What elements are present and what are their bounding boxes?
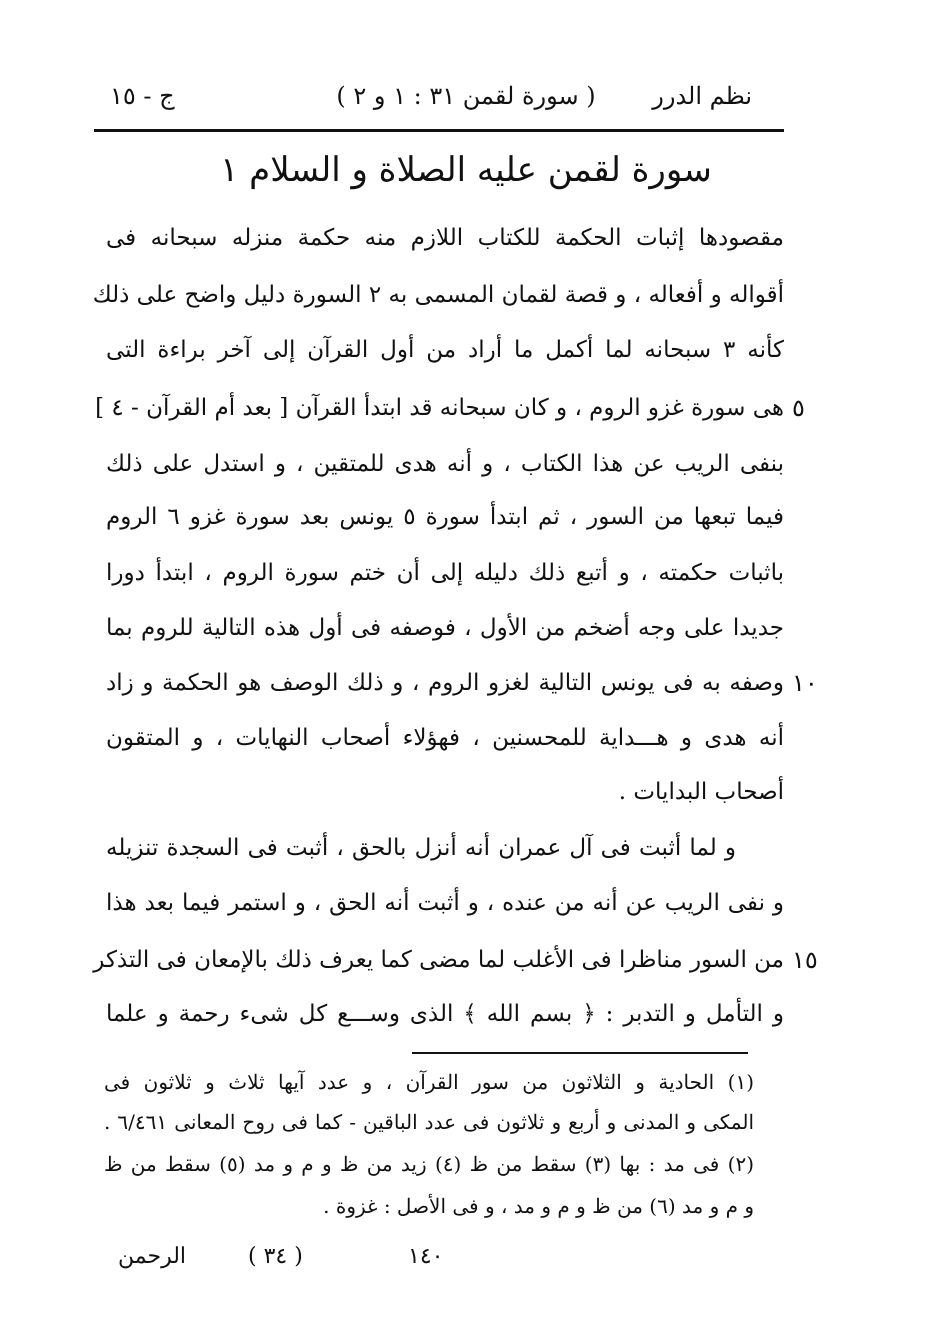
line-number: ١٠ — [792, 669, 818, 697]
text-line: وصفه به فى يونس التالية لغزو الروم ، و ذلك الوصف هو الحكمة و زاد — [106, 670, 784, 696]
header-rule — [94, 129, 784, 132]
text-line: هى سورة غزو الروم ، و كان سبحانه قد ابتدأ القرآن [ بعد أم القرآن - ٤ ] — [95, 395, 784, 421]
text-line: أقواله و أفعاله ، و قصة لقمان المسمى به ٢ السورة دليل واضح على ذلك — [92, 282, 784, 308]
footnote-rule — [412, 1052, 748, 1054]
text-line: أنه هدى و هـــداية للمحسنين ، فهؤلاء أصحاب النهايات ، و المتقون — [106, 725, 784, 751]
footnote-line: و م و مد (٦) من ظ و م و مد ، و فى الأصل : غزوة . — [323, 1194, 754, 1218]
running-head-volume: ج - ١٥ — [110, 82, 175, 110]
line-number: ٥ — [792, 394, 805, 422]
text-line: مقصودها إثبات الحكمة للكتاب اللازم منه حكمة منزله سبحانه فى — [106, 225, 784, 251]
line-number: ١٥ — [792, 946, 818, 974]
catchword: الرحمن — [118, 1244, 187, 1269]
text-line: باثبات حكمته ، و أتبع ذلك دليله إلى أن ختم سورة الروم ، ابتدأ دورا — [106, 560, 784, 586]
text-line: من السور مناظرا فى الأغلب لما مضى كما يعرف ذلك بالإمعان فى التذكر — [93, 947, 784, 973]
text-line: جديدا على وجه أضخم من الأول ، فوصفه فى أول هذه التالية للروم بما — [106, 615, 784, 641]
signature-mark: ( ٣٤ ) — [248, 1244, 303, 1269]
text-line: بنفى الريب عن هذا الكتاب ، و أنه هدى للمتقين ، و استدل على ذلك — [106, 451, 784, 477]
running-head-book-title: نظم الدرر — [652, 82, 752, 110]
page-number: ١٤٠ — [408, 1244, 444, 1269]
footnote-line: (١) الحادية و الثلاثون من سور القرآن ، و عدد آيها ثلاث و ثلاثون فى — [104, 1070, 754, 1094]
text-line: و نفى الريب عن أنه من عنده ، و أثبت أنه الحق ، و استمر فيما بعد هذا — [106, 890, 784, 916]
text-line: و التأمل و التدبر : ﴿ بسم الله ﴾ الذى وســـع كل شىء رحمة و علما — [106, 1001, 784, 1027]
text-line: و لما أثبت فى آل عمران أنه أنزل بالحق ، أثبت فى السجدة تنزيله — [106, 835, 736, 861]
footnote-line: المكى و المدنى و أربع و ثلاثون فى عدد الباقين - كما فى روح المعانى ٦/٤٦١ . — [104, 1110, 755, 1134]
text-line: كأنه ٣ سبحانه لما أكمل ما أراد من أول القرآن إلى آخر براءة التى — [106, 337, 784, 363]
surah-title: سورة لقمن عليه الصلاة و السلام ١ — [220, 150, 712, 190]
text-line: فيما تبعها من السور ، ثم ابتدأ سورة ٥ يونس بعد سورة غزو ٦ الروم — [106, 504, 784, 530]
running-head-surah-reference: ( سورة لقمن ٣١ : ١ و ٢ ) — [336, 82, 596, 110]
text-line: أصحاب البدايات . — [618, 779, 784, 805]
footnote-line: (٢) فى مد : بها (٣) سقط من ظ (٤) زيد من ظ و م و مد (٥) سقط من ظ — [104, 1152, 755, 1176]
